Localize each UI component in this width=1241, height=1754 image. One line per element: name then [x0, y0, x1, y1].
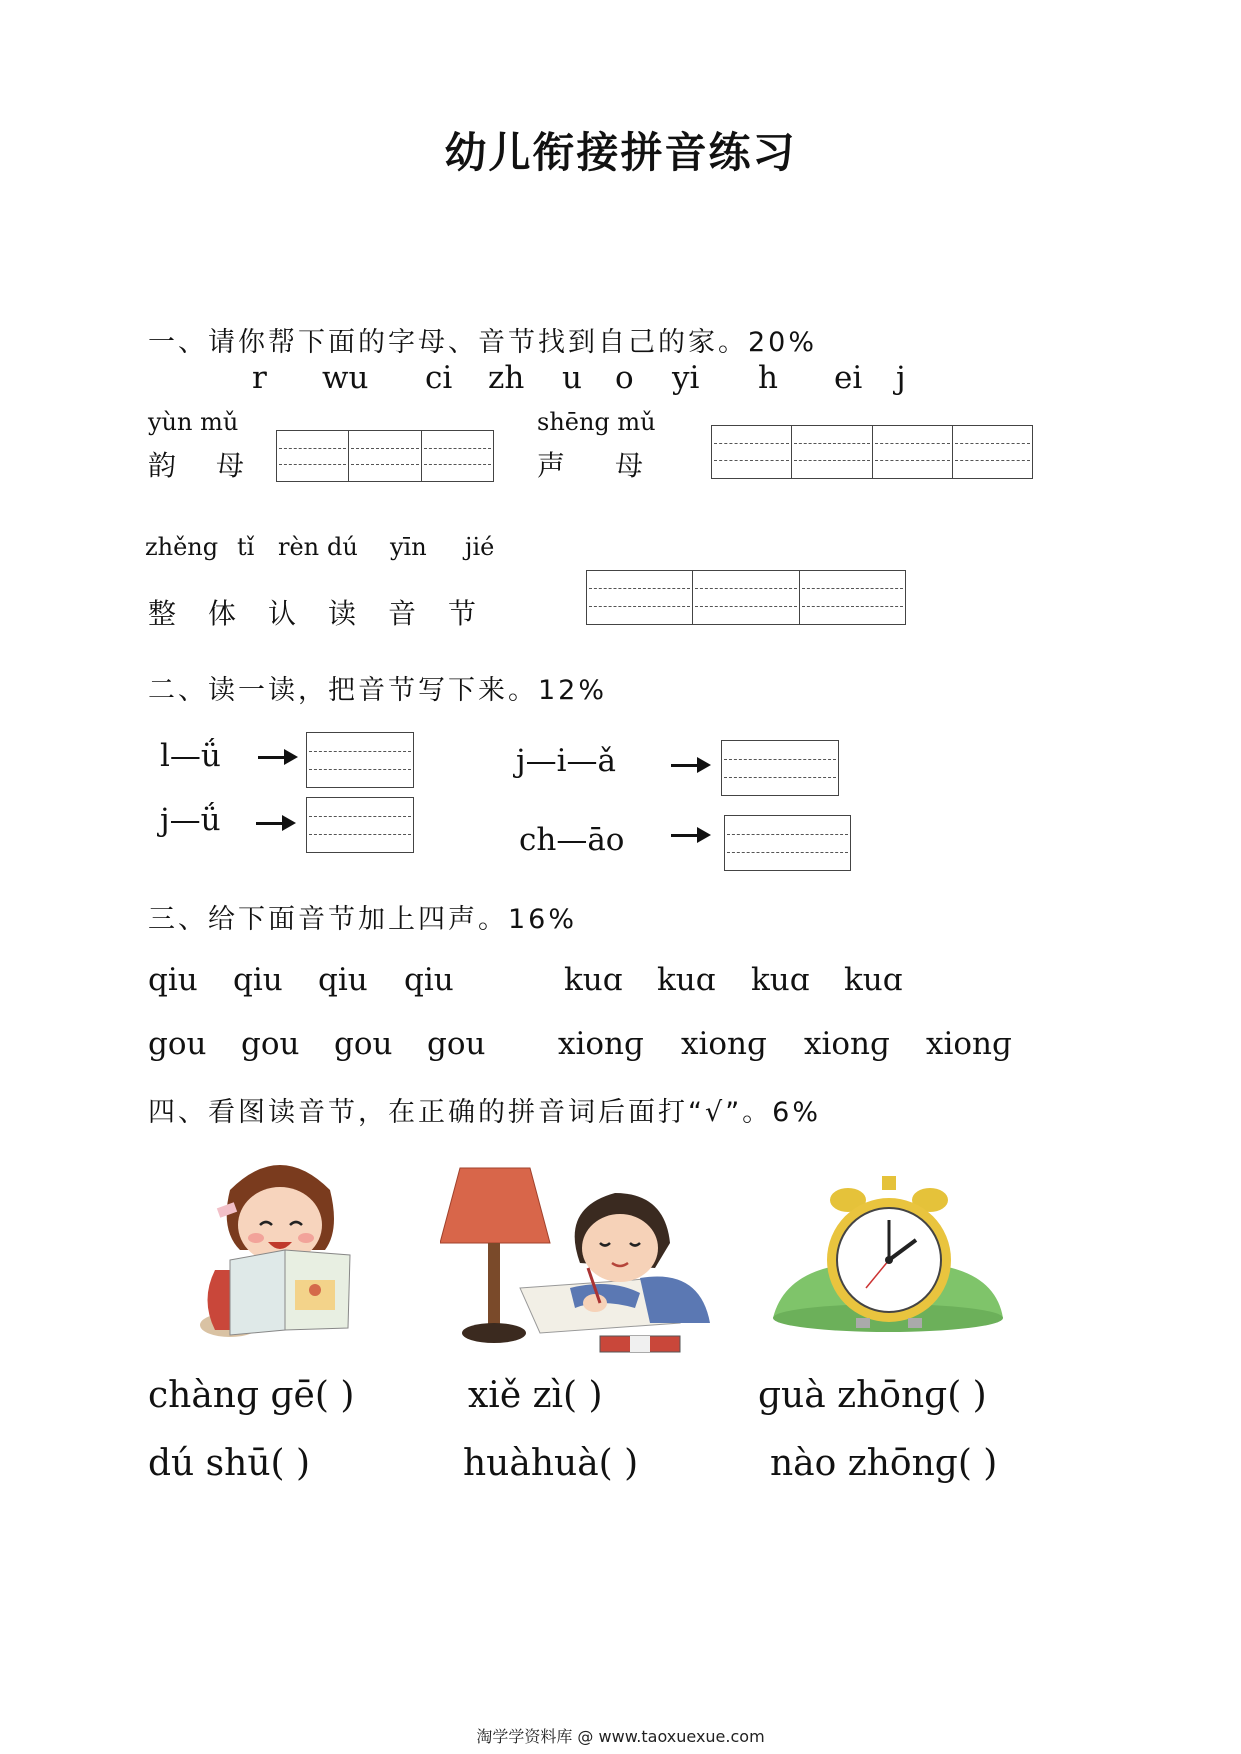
arrow-icon — [258, 756, 286, 759]
arrow-icon — [671, 834, 699, 837]
tone-item: kuɑ — [844, 962, 903, 998]
letter-item: zh — [488, 360, 525, 396]
tone-item: kuɑ — [751, 962, 810, 998]
spell-item: l—ǘ — [160, 738, 221, 774]
shengmu-pinyin: shēng mǔ — [537, 408, 656, 436]
section3-heading: 三、给下面音节加上四声。16% — [148, 904, 578, 935]
answer-option[interactable]: xiě zì( ) — [468, 1375, 603, 1416]
arrow-icon — [671, 764, 699, 767]
tone-item: qiu — [404, 962, 454, 998]
footer-watermark: 淘学学资料库 @ www.taoxuexue.com — [476, 1727, 765, 1746]
zhengti-pinyin: jié — [465, 533, 495, 561]
shengmu-writing-grid[interactable] — [711, 425, 1033, 479]
answer-option[interactable]: huàhuà( ) — [463, 1443, 639, 1484]
tone-item: xionɡ — [804, 1026, 890, 1062]
tone-item: gou — [427, 1026, 486, 1062]
zhengti-pinyin: yīn — [390, 533, 427, 561]
letter-item: wu — [322, 360, 369, 396]
tone-item: qiu — [148, 962, 198, 998]
zhengti-pinyin: tǐ — [237, 533, 255, 561]
yunmu-label: 韵母 — [148, 449, 285, 482]
zhengti-writing-grid[interactable] — [586, 570, 906, 625]
letter-item: ei — [834, 360, 863, 396]
letter-item: j — [896, 360, 906, 396]
spell-answer-box[interactable] — [724, 815, 851, 871]
tone-item: xionɡ — [926, 1026, 1012, 1062]
answer-option[interactable]: dú shū( ) — [148, 1443, 311, 1484]
page-title: 幼儿衔接拼音练习 — [444, 128, 797, 177]
tone-item: gou — [241, 1026, 300, 1062]
zhengti-pinyin: dú — [327, 533, 358, 561]
yunmu-writing-grid[interactable] — [276, 430, 494, 482]
section2-heading: 二、读一读，把音节写下来。12% — [148, 675, 608, 706]
spell-item: j—i—ǎ — [516, 743, 617, 779]
yunmu-pinyin: yùn mǔ — [148, 408, 239, 436]
zhengti-pinyin: zhěng — [145, 533, 219, 561]
letter-item: ci — [425, 360, 453, 396]
spell-answer-box[interactable] — [721, 740, 839, 796]
tone-item: gou — [148, 1026, 207, 1062]
girl-reading-icon — [190, 1150, 390, 1340]
boy-writing-icon — [440, 1148, 720, 1358]
tone-item: xionɡ — [681, 1026, 767, 1062]
tone-item: kuɑ — [564, 962, 623, 998]
letter-item: yi — [672, 360, 700, 396]
letter-item: u — [562, 360, 582, 396]
letter-item: r — [252, 360, 267, 396]
letter-item: o — [615, 360, 634, 396]
zhengti-label: 整体认读音节 — [148, 597, 509, 630]
tone-item: kuɑ — [657, 962, 716, 998]
tone-item: gou — [334, 1026, 393, 1062]
tone-item: xionɡ — [558, 1026, 644, 1062]
answer-option[interactable]: nào zhōnɡ( ) — [770, 1443, 998, 1484]
answer-option[interactable]: chànɡ ɡē( ) — [148, 1375, 355, 1416]
arrow-icon — [256, 822, 284, 825]
section1-heading: 一、请你帮下面的字母、音节找到自己的家。20% — [148, 327, 818, 358]
spell-answer-box[interactable] — [306, 797, 414, 853]
spell-item: ch—āo — [519, 822, 625, 858]
tone-item: qiu — [318, 962, 368, 998]
shengmu-label: 声母 — [537, 449, 694, 482]
section4-heading: 四、看图读音节，在正确的拼音词后面打“√”。6% — [148, 1097, 822, 1128]
tone-item: qiu — [233, 962, 283, 998]
spell-item: j—ǘ — [160, 802, 221, 838]
letter-item: h — [758, 360, 778, 396]
spell-answer-box[interactable] — [306, 732, 414, 788]
alarm-clock-icon — [768, 1168, 1008, 1348]
answer-option[interactable]: ɡuà zhōnɡ( ) — [758, 1375, 987, 1416]
zhengti-pinyin: rèn — [278, 533, 320, 561]
